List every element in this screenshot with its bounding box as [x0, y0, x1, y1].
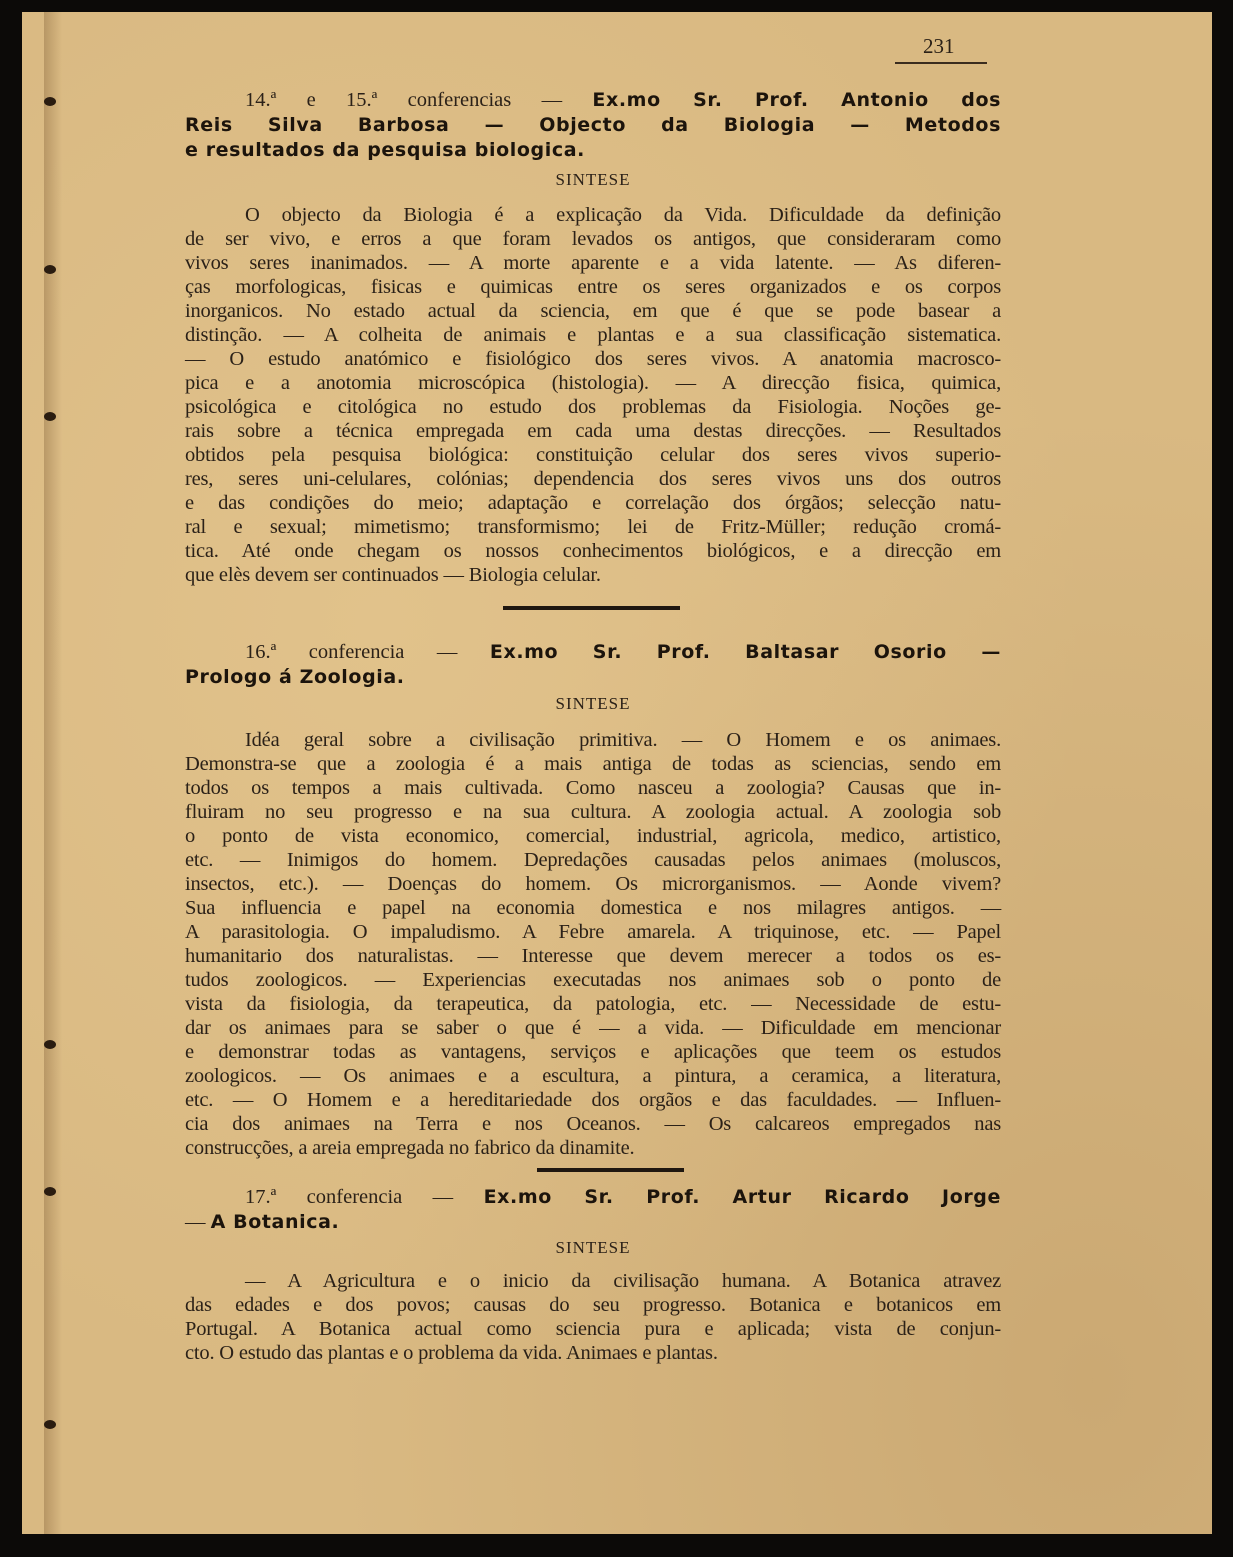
section-heading-14-15: [185, 88, 1001, 163]
body-line: etc. — Inimigos do homem. Depredações causadas pelos animaes (moluscos,: [185, 849, 1001, 871]
body-line: psicológica e citológica no estudo dos problemas da Fisiologia. Noções ge-: [185, 396, 1001, 418]
body-line: tica. Até onde chegam os nossos conhecimentos biológicos, e a direcção em: [185, 540, 1001, 562]
section-divider: [537, 1168, 684, 1172]
body-line: — O estudo anatómico e fisiológico dos seres vivos. A anatomia macrosco-: [185, 348, 1001, 370]
heading-line: [185, 640, 1001, 665]
section-body-14-15: [185, 203, 1001, 587]
body-line: dar os animaes para se saber o que é — a vida. — Dificuldade em mencionar: [185, 1017, 1001, 1039]
body-line: todos os tempos a mais cultivada. Como nasceu a zoologia? Causas que in-: [185, 777, 1001, 799]
heading-title-text: Prologo á Zoologia.: [185, 666, 405, 688]
body-line: Sua influencia e papel na economia domestica e nos milagres antigos. —: [185, 897, 1001, 919]
heading-title-text: Ex.mo Sr. Prof. Artur Ricardo Jorge: [483, 1186, 1001, 1208]
body-line: O objecto da Biologia é a explicação da Vida. Dificuldade da definição: [245, 204, 1001, 226]
body-line: Idéa geral sobre a civilisação primitiva. — O Homem e os animaes.: [245, 729, 1001, 751]
body-line: e das condições do meio; adaptação e correlação dos órgãos; selecção natu-: [185, 492, 1001, 514]
page-number-rule: [895, 62, 987, 64]
body-line: obtidos pela pesquisa biológica: constituição celular dos seres vivos superio-: [185, 444, 1001, 466]
body-line: rais sobre a técnica empregada em cada uma destas direcções. — Resultados: [185, 420, 1001, 442]
sintese-label: SINTESE: [555, 1238, 631, 1257]
body-line: cia dos animaes na Terra e nos Oceanos. — Os calcareos empregados nas: [185, 1113, 1001, 1135]
heading-line: [185, 1185, 1001, 1210]
heading-title-text: Reis Silva Barbosa — Objecto da Biologia — Metodos: [185, 114, 1001, 136]
section-body-17: [185, 1269, 1001, 1365]
section-body-16: [185, 728, 1001, 1160]
heading-line: [185, 1210, 1001, 1235]
heading-conference-text: 17.ª conferencia —: [245, 1186, 484, 1208]
binding-hole: [44, 1040, 56, 1049]
body-line: cto. O estudo das plantas e o problema da vida. Animaes e plantas.: [185, 1342, 718, 1364]
body-line: etc. — O Homem e a hereditariedade dos orgãos e das faculdades. — Influen-: [185, 1089, 1001, 1111]
body-line: de ser vivo, e erros a que foram levados os antigos, que consideraram como: [185, 228, 1001, 250]
body-line: tudos zoologicos. — Experiencias executadas nos animaes sob o ponto de: [185, 969, 1001, 991]
binding-hole: [44, 1420, 56, 1429]
sintese-label: SINTESE: [555, 170, 631, 189]
page-number: 231: [923, 34, 955, 58]
body-line: Portugal. A Botanica actual como sciencia pura e aplicada; vista de conjun-: [185, 1318, 1001, 1340]
heading-title-text: Ex.mo Sr. Prof. Baltasar Osorio —: [489, 641, 1001, 663]
body-line: ças morfologicas, fisicas e quimicas entre os seres organizados e os corpos: [185, 276, 1001, 298]
body-line: humanitario dos naturalistas. — Interesse que devem merecer a todos os es-: [185, 945, 1001, 967]
binding-hole: [44, 97, 56, 106]
binding-hole: [44, 1187, 56, 1196]
heading-title-text: A Botanica.: [210, 1211, 340, 1233]
body-line: ral e sexual; mimetismo; transformismo; lei de Fritz-Müller; redução cromá-: [185, 516, 1001, 538]
section-heading-17: [185, 1185, 1001, 1235]
body-line: vivos seres inanimados. — A morte aparente e a vida latente. — As diferen-: [185, 252, 1001, 274]
heading-conference-text: —: [185, 1211, 211, 1233]
heading-line: [185, 88, 1001, 113]
document-page: [22, 12, 1212, 1534]
heading-line: [185, 113, 1001, 138]
body-line: zoologicos. — Os animaes e a escultura, a pintura, a ceramica, a literatura,: [185, 1065, 1001, 1087]
body-line: A parasitologia. O impaludismo. A Febre amarela. A triquinose, etc. — Papel: [185, 921, 1001, 943]
body-line: das edades e dos povos; causas do seu progresso. Botanica e botanicos em: [185, 1294, 1001, 1316]
heading-line: [185, 138, 1001, 163]
body-line: vista da fisiologia, da terapeutica, da patologia, etc. — Necessidade de estu-: [185, 993, 1001, 1015]
section-heading-16: [185, 640, 1001, 690]
sintese-label: SINTESE: [555, 694, 631, 713]
body-line: o ponto de vista economico, comercial, industrial, agricola, medico, artistico,: [185, 825, 1001, 847]
heading-title-text: Ex.mo Sr. Prof. Antonio dos: [592, 89, 1002, 111]
section-divider: [503, 606, 680, 610]
body-line: que elès devem ser continuados — Biologia celular.: [185, 564, 601, 586]
body-line: pica e a anotomia microscópica (histologia). — A direcção fisica, quimica,: [185, 372, 1001, 394]
binding-hole: [44, 265, 56, 274]
body-line: Demonstra-se que a zoologia é a mais antiga de todas as sciencias, sendo em: [185, 753, 1001, 775]
heading-title-text: e resultados da pesquisa biologica.: [185, 139, 585, 161]
binding-hole: [44, 412, 56, 421]
body-line: distinção. — A colheita de animais e plantas e a sua classificação sistematica.: [185, 324, 1001, 346]
body-line: inorganicos. No estado actual da sciencia, em que é que se pode basear a: [185, 300, 1001, 322]
body-line: construcções, a areia empregada no fabrico da dinamite.: [185, 1137, 635, 1159]
heading-conference-text: 16.ª conferencia —: [245, 641, 490, 663]
binding-fold: [44, 12, 62, 1534]
body-line: res, seres uni-celulares, colónias; dependencia dos seres vivos uns dos outros: [185, 468, 1001, 490]
body-line: e demonstrar todas as vantagens, serviços e aplicações que teem os estudos: [185, 1041, 1001, 1063]
heading-conference-text: 14.ª e 15.ª conferencias —: [245, 89, 593, 111]
body-line: insectos, etc.). — Doenças do homem. Os microrganismos. — Aonde vivem?: [185, 873, 1001, 895]
heading-line: [185, 665, 1001, 690]
body-line: — A Agricultura e o inicio da civilisação humana. A Botanica atravez: [245, 1270, 1001, 1292]
body-line: fluiram no seu progresso e na sua cultura. A zoologia actual. A zoologia sob: [185, 801, 1001, 823]
